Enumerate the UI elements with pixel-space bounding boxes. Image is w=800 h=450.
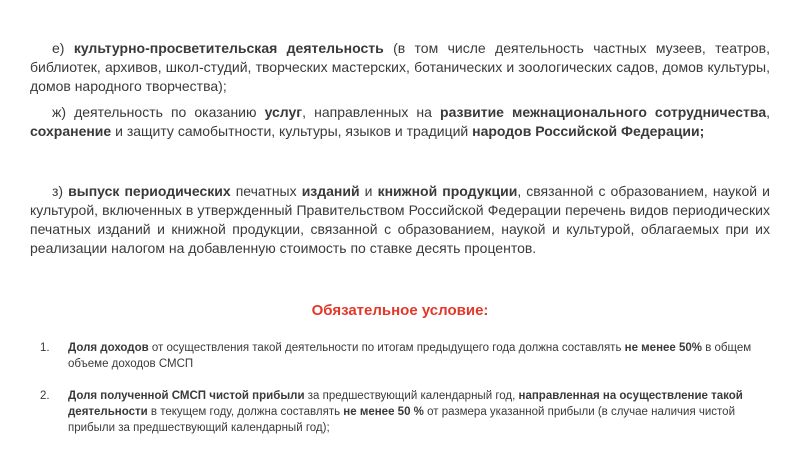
paragraph-z-text-2: печатных bbox=[230, 183, 302, 199]
condition-1-text-1: от осуществления такой деятельности по итогам предыдущего года должна составлять bbox=[148, 342, 625, 354]
paragraph-zh-bold-4: народов Российской Федерации; bbox=[472, 123, 705, 139]
paragraph-zh bbox=[30, 103, 770, 141]
condition-heading: Обязательное условие: bbox=[311, 302, 489, 319]
condition-2-bold-1: Доля полученной СМСП чистой прибыли bbox=[68, 390, 305, 402]
paragraph-zh-text-2: , направленных на bbox=[302, 104, 441, 120]
paragraph-e-prefix: е) bbox=[52, 40, 74, 56]
paragraph-z-text-1: з) bbox=[52, 183, 69, 199]
paragraph-z-text-3: и bbox=[359, 183, 378, 199]
paragraph-zh-text-3: , bbox=[766, 104, 771, 120]
paragraph-zh-bold-2: развитие межнационального сотрудничества bbox=[440, 104, 767, 120]
paragraph-e-text: (в том числе деятельность частных музеев, театров, библиотек, архивов, школ-студий, творческих мастерских, ботанических и зоологических садов, домов культуры, домов народного творчества); bbox=[30, 40, 771, 94]
paragraph-zh-bold-1: услуг bbox=[264, 104, 303, 120]
condition-2-bold-3: не менее 50 % bbox=[343, 406, 424, 418]
paragraph-e bbox=[30, 39, 770, 96]
condition-number: 1. bbox=[40, 342, 50, 354]
paragraph-zh-text-1: ж) деятельность по оказанию bbox=[52, 104, 265, 120]
paragraph-zh-text-4: и защиту самобытности, культуры, языков и традиций bbox=[111, 123, 473, 139]
condition-1-text-2: в общем объеме доходов СМСП bbox=[68, 342, 752, 370]
paragraph-z-bold-3: книжной продукции bbox=[377, 183, 518, 199]
condition-item-2 bbox=[30, 388, 770, 436]
paragraph-z-bold-2: изданий bbox=[301, 183, 360, 199]
paragraph-z-text-4: , связанной с образованием, наукой и культурой, включенных в утвержденный Правительством Российской Федерации перечень видов периодических печатных изданий и книжной продукции, связанной с образованием, наукой и культурой, облагаемых при их реализации налогом на добавленную стоимость по ставке десять процентов. bbox=[30, 183, 770, 256]
paragraph-e-bold: культурно-просветительская деятельность bbox=[73, 40, 384, 56]
paragraph-zh-bold-3: сохранение bbox=[30, 123, 112, 139]
condition-1-bold-2: не менее 50% bbox=[624, 342, 703, 354]
condition-number: 2. bbox=[40, 390, 50, 402]
condition-2-text-2: в текущем году, должна составлять bbox=[147, 406, 344, 418]
condition-2-text-3: от размера указанной прибыли (в случае наличия чистой прибыли за предшествующий календарный год); bbox=[68, 406, 735, 434]
condition-item-1 bbox=[30, 340, 770, 372]
condition-2-text-1: за предшествующий календарный год, bbox=[304, 390, 519, 402]
condition-list bbox=[30, 340, 770, 436]
condition-2-bold-2: направленная на осуществление такой деятельности bbox=[68, 390, 743, 418]
paragraph-z bbox=[30, 182, 770, 258]
paragraph-z-bold-1: выпуск периодических bbox=[68, 183, 231, 199]
condition-1-bold-1: Доля доходов bbox=[68, 342, 149, 354]
